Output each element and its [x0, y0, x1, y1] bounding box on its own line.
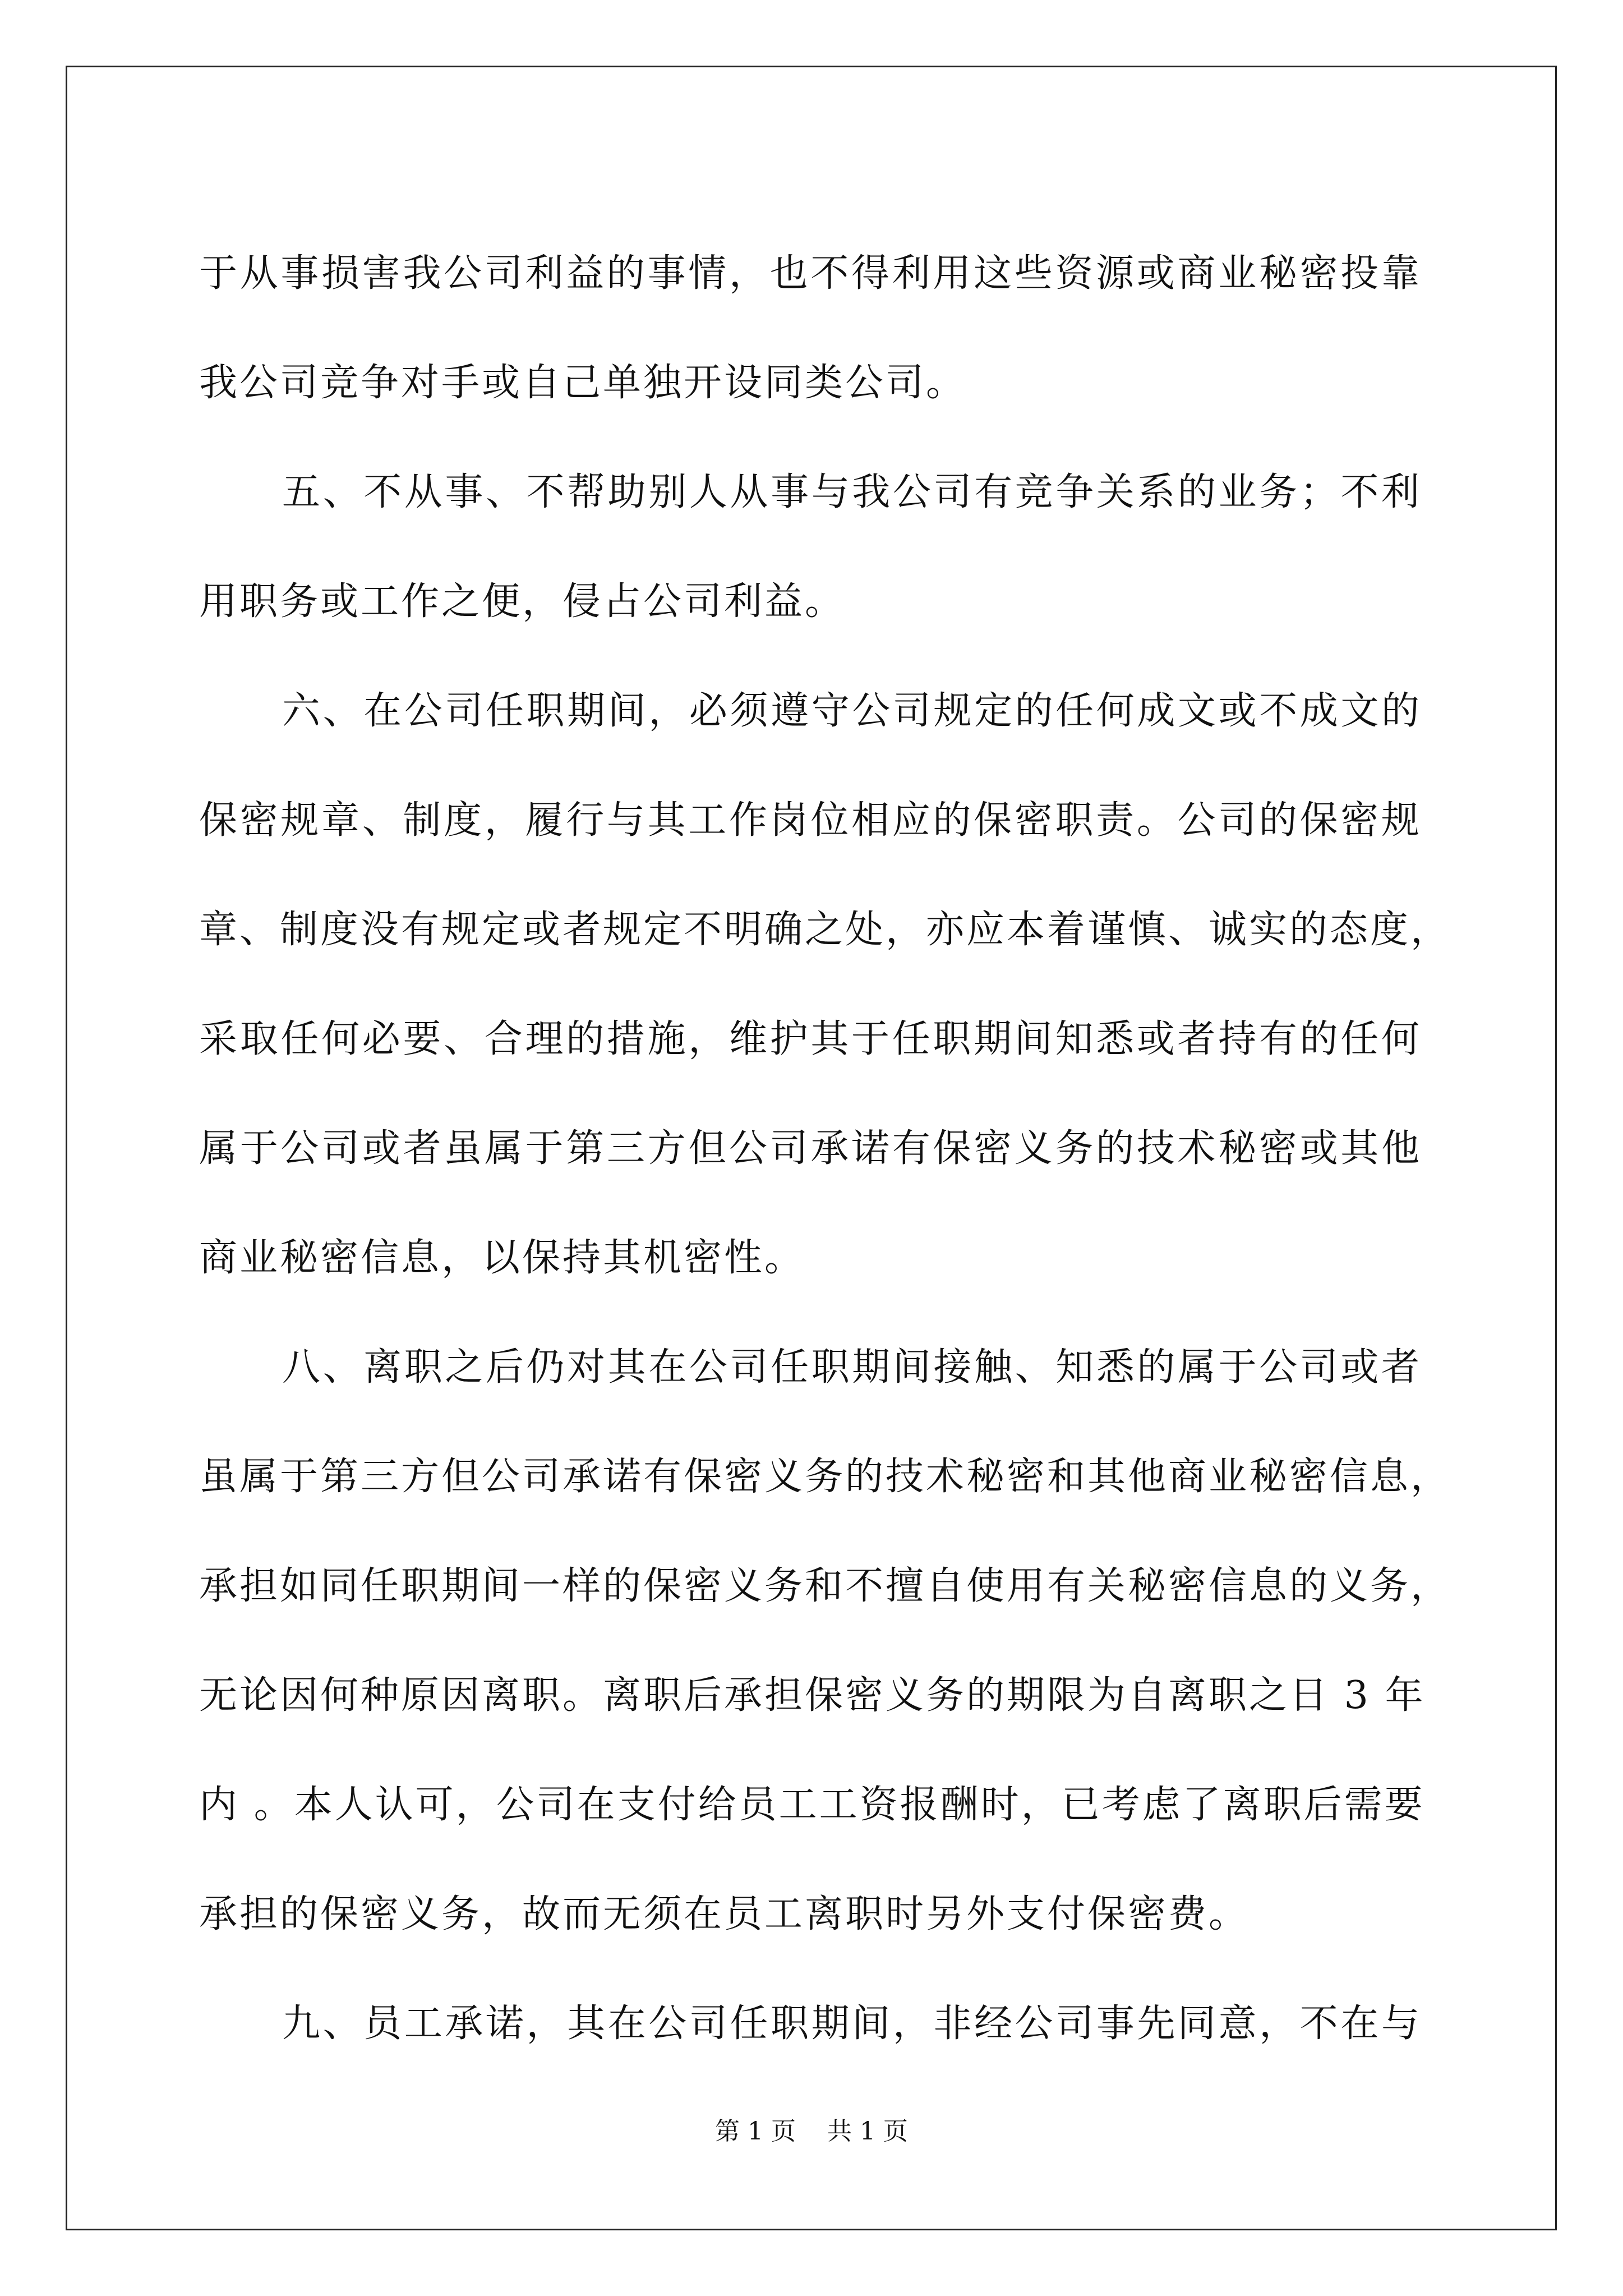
- body-line-4: 用职务或工作之便，侵占公司利益。: [199, 579, 846, 624]
- body-line-2: 我公司竞争对手或自己单独开设同类公司。: [199, 361, 967, 405]
- body-line-15: 内 。本人认可，公司在支付给员工工资报酬时，已考虑了离职后需要: [199, 1783, 1425, 1827]
- body-line-1: 于从事损害我公司利益的事情，也不得利用这些资源或商业秘密投靠: [199, 251, 1422, 296]
- body-line-14: 无论因何种原因离职。离职后承担保密义务的期限为自离职之日 3 年: [199, 1673, 1426, 1718]
- body-line-9: 属于公司或者虽属于第三方但公司承诺有保密义务的技术秘密或其他: [199, 1126, 1422, 1171]
- body-line-17: 九、员工承诺，其在公司任职期间，非经公司事先同意，不在与: [282, 2001, 1422, 2046]
- body-line-5: 六、在公司任职期间，必须遵守公司规定的任何成文或不成文的: [282, 689, 1422, 733]
- page-footer: [0, 2115, 1623, 2148]
- body-line-13: 承担如同任职期间一样的保密义务和不擅自使用有关秘密信息的义务，: [199, 1564, 1451, 1608]
- body-line-16: 承担的保密义务，故而无须在员工离职时另外支付保密费。: [199, 1892, 1249, 1936]
- body-line-8: 采取任何必要、合理的措施，维护其于任职期间知悉或者持有的任何: [199, 1017, 1422, 1061]
- body-line-10: 商业秘密信息，以保持其机密性。: [199, 1236, 805, 1280]
- body-line-6: 保密规章、制度，履行与其工作岗位相应的保密职责。公司的保密规: [199, 798, 1422, 843]
- body-line-3: 五、不从事、不帮助别人从事与我公司有竞争关系的业务；不利: [282, 470, 1422, 514]
- page-number-label: 第 1 页 共 1 页: [715, 2117, 908, 2146]
- body-line-12: 虽属于第三方但公司承诺有保密义务的技术秘密和其他商业秘密信息，: [199, 1455, 1451, 1499]
- body-line-7: 章、制度没有规定或者规定不明确之处，亦应本着谨慎、诚实的态度，: [199, 908, 1451, 952]
- document-body: [199, 219, 1451, 2078]
- body-line-11: 八、离职之后仍对其在公司任职期间接触、知悉的属于公司或者: [282, 1345, 1422, 1389]
